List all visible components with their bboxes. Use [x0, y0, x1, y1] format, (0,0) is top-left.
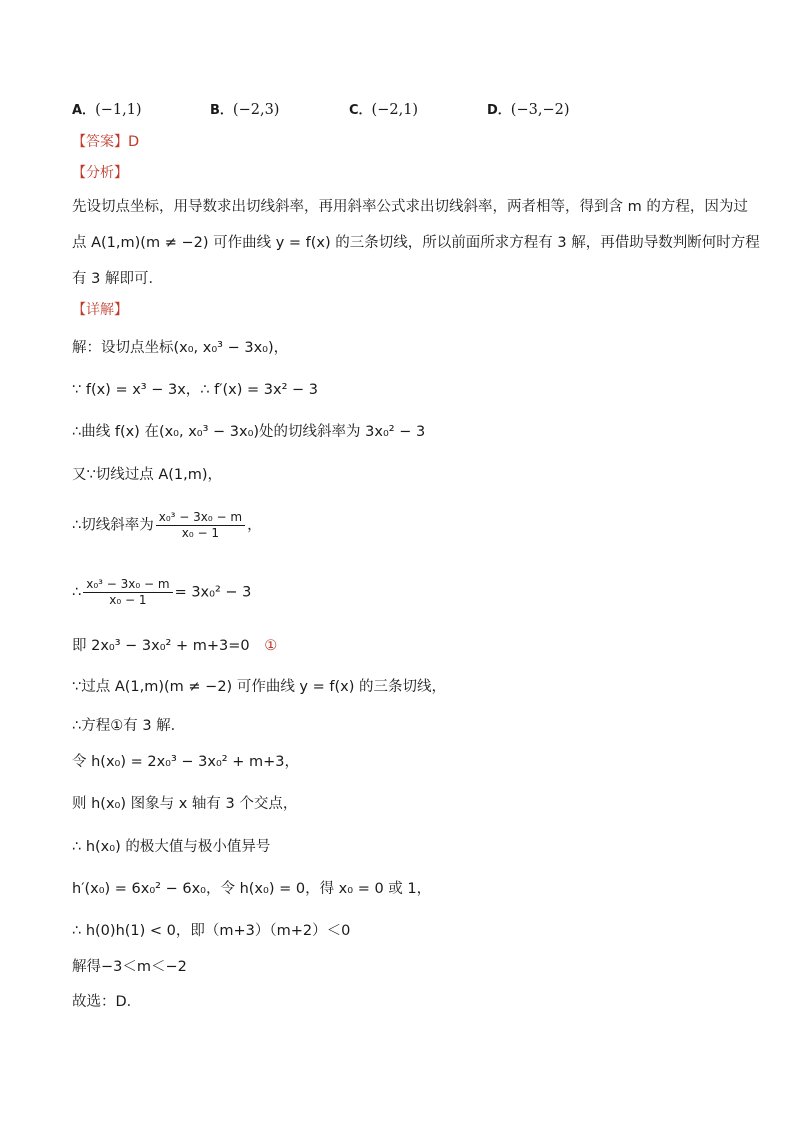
answer-line: [72, 132, 139, 152]
fraction-numerator: x₀³ − 3x₀ − m: [83, 577, 172, 593]
option-value: (−3,−2): [510, 102, 570, 118]
option-letter: B．: [210, 103, 233, 118]
fraction-denominator: x₀ − 1: [181, 526, 220, 540]
option-letter: A．: [72, 103, 96, 118]
detail-line-7: [72, 636, 277, 656]
option-d: [487, 100, 569, 121]
option-b: [210, 100, 279, 121]
answer-value: D: [128, 134, 140, 150]
option-letter: C．: [349, 103, 372, 118]
detail-line-15: 解得−3＜m＜−2: [72, 959, 187, 975]
answer-tag: 【答案】: [72, 134, 128, 150]
option-letter: D．: [487, 103, 511, 118]
analysis-tag: 【分析】: [72, 165, 128, 181]
option-value: (−2,3): [232, 102, 280, 118]
slope-suffix: ，: [247, 517, 262, 534]
detail-line-14: ∴ h(0)h(1) < 0，即（m+3）（m+2）＜0: [72, 923, 351, 939]
detail-heading: [72, 300, 128, 320]
equation-suffix: = 3x₀² − 3: [174, 584, 252, 601]
detail-tag: 【详解】: [72, 302, 128, 318]
fraction-numerator: x₀³ − 3x₀ − m: [156, 510, 245, 526]
detail-line-3: ∴曲线 f(x) 在(x₀, x₀³ − 3x₀)处的切线斜率为 3x₀² − 3: [72, 424, 426, 440]
detail-line-2: ∵ f(x) = x³ − 3x，∴ f′(x) = 3x² − 3: [72, 382, 318, 398]
detail-line-1: 解：设切点坐标(x₀, x₀³ − 3x₀)，: [72, 340, 289, 356]
detail-line-4: 又∵切线过点 A(1,m)，: [72, 467, 223, 483]
analysis-line-1: 先设切点坐标，用导数求出切线斜率，再用斜率公式求出切线斜率，两者相等，得到含 m 的方程，因为过: [72, 199, 748, 215]
detail-line-9: ∴方程①有 3 解．: [72, 718, 186, 734]
equation-marker: ①: [264, 638, 278, 654]
equation-prefix: ∴: [72, 584, 82, 601]
analysis-line-3: 有 3 解即可．: [72, 271, 163, 287]
option-a: [72, 100, 142, 121]
detail-line-13: h′(x₀) = 6x₀² − 6x₀，令 h(x₀) = 0，得 x₀ = 0 或 1，: [72, 881, 432, 897]
detail-line-16: 故选：D．: [72, 994, 142, 1010]
detail-line-8: ∵过点 A(1,m)(m ≠ −2) 可作曲线 y = f(x) 的三条切线，: [72, 679, 446, 695]
slope-fraction: [156, 510, 245, 541]
analysis-line-2: 点 A(1,m)(m ≠ −2) 可作曲线 y = f(x) 的三条切线，所以前面所求方程有 3 解，再借助导数判断何时方程: [72, 235, 760, 251]
equation-one: 即 2x₀³ − 3x₀² + m+3=0: [72, 638, 250, 654]
detail-line-11: 则 h(x₀) 图象与 x 轴有 3 个交点，: [72, 796, 298, 812]
option-c: [349, 100, 418, 121]
detail-line-10: 令 h(x₀) = 2x₀³ − 3x₀² + m+3，: [72, 754, 299, 770]
slope-prefix: ∴切线斜率为: [72, 517, 154, 534]
detail-line-5: [72, 510, 262, 541]
option-value: (−2,1): [371, 102, 419, 118]
fraction-denominator: x₀ − 1: [109, 593, 147, 607]
equation-fraction: [83, 577, 172, 608]
detail-line-12: ∴ h(x₀) 的极大值与极小值异号: [72, 839, 271, 855]
analysis-heading: [72, 163, 128, 183]
detail-line-6: [72, 577, 251, 608]
option-value: (−1,1): [95, 102, 142, 118]
